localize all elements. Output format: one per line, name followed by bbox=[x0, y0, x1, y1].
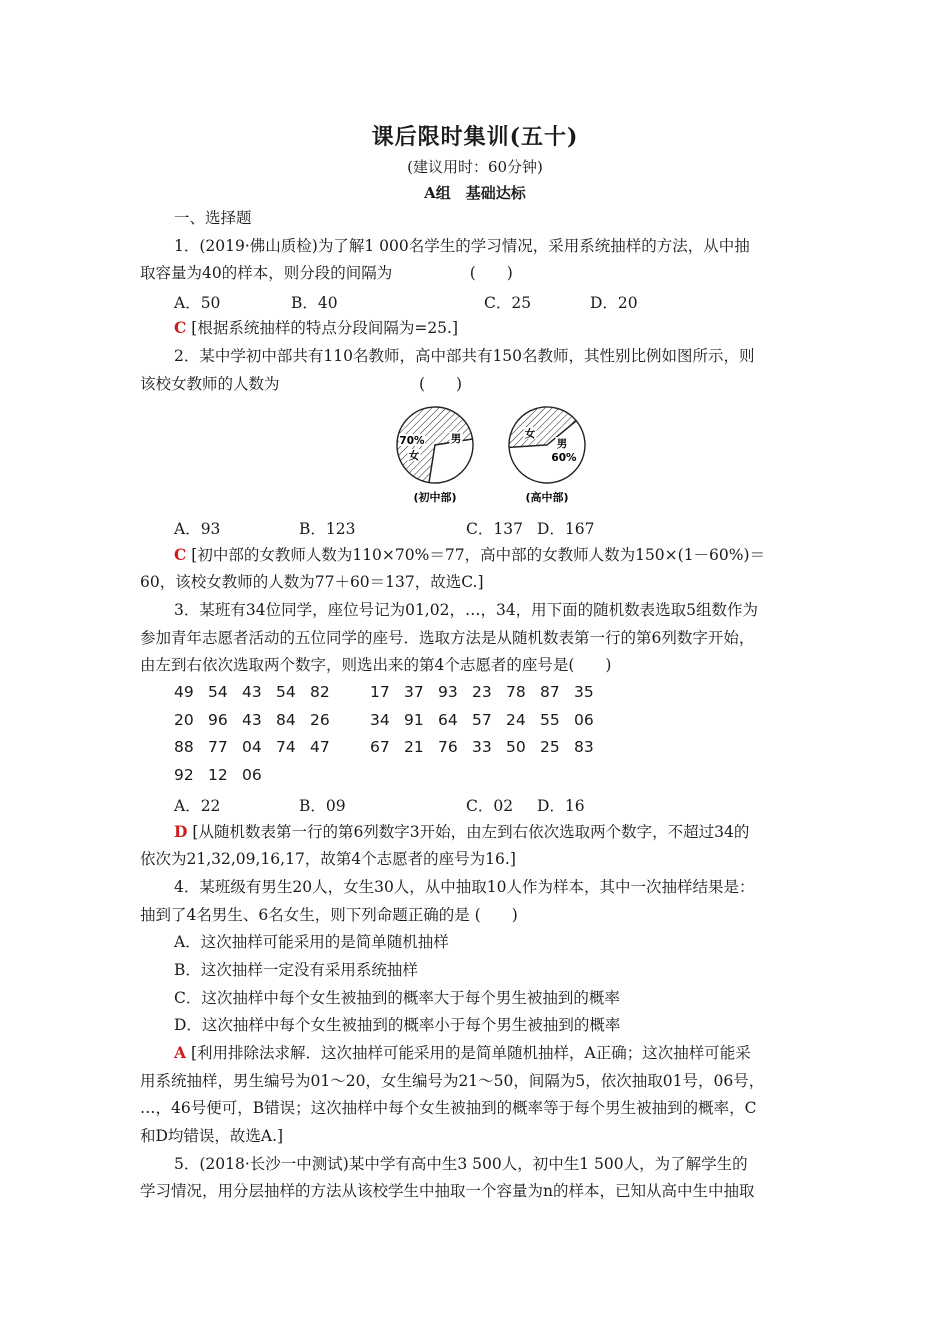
random-number-cell: 24 bbox=[506, 711, 526, 729]
group-heading: A组 基础达标 bbox=[424, 184, 526, 202]
q4-explanation-1: [利用排除法求解．这次抽样可能采用的是简单随机抽样，A正确；这次抽样可能采 bbox=[190, 1044, 751, 1062]
random-number-cell: 64 bbox=[438, 711, 458, 729]
q3-line3: 由左到右依次选取两个数字，则选出来的第4个志愿者的座号是( ) bbox=[140, 656, 612, 674]
q2-solution-line1 bbox=[174, 545, 765, 565]
random-number-cell: 17 bbox=[370, 683, 390, 701]
q4-line2: 抽到了4名男生、6名女生，则下列命题正确的是 ( ) bbox=[140, 906, 518, 924]
random-number-cell: 96 bbox=[208, 711, 228, 729]
page-title: 课后限时集训(五十) bbox=[371, 124, 579, 150]
q3-option-d: D．16 bbox=[537, 797, 585, 815]
q3-explanation-2: 依次为21,32,09,16,17，故第4个志愿者的座号为16.] bbox=[140, 850, 516, 868]
random-number-cell: 67 bbox=[370, 738, 390, 756]
random-number-cell: 26 bbox=[310, 711, 330, 729]
q1-answer: C bbox=[174, 318, 187, 337]
q1-option-b: B．40 bbox=[291, 294, 338, 312]
q3-explanation-1: [从随机数表第一行的第6列数字3开始，由左到右依次选取两个数字，不超过34的 bbox=[192, 823, 750, 841]
q3-answer: D bbox=[174, 822, 188, 841]
random-number-cell: 84 bbox=[276, 711, 296, 729]
random-number-cell: 50 bbox=[506, 738, 526, 756]
random-number-cell: 06 bbox=[242, 766, 262, 784]
random-number-cell: 82 bbox=[310, 683, 330, 701]
random-number-cell: 91 bbox=[404, 711, 424, 729]
pie-category-label: 男 bbox=[450, 433, 462, 445]
random-number-cell: 54 bbox=[208, 683, 228, 701]
pie-slice-male bbox=[429, 439, 473, 483]
q3-option-a: A．22 bbox=[174, 797, 221, 815]
random-number-cell: 20 bbox=[174, 711, 194, 729]
q4-explanation-2: 用系统抽样，男生编号为01～20，女生编号为21～50，间隔为5，依次抽取01号，06号， bbox=[140, 1072, 765, 1090]
q4-option-c: C．这次抽样中每个女生被抽到的概率大于每个男生被抽到的概率 bbox=[174, 989, 620, 1007]
q2-explanation-1: [初中部的女教师人数为110×70%＝77，高中部的女教师人数为150×(1－60%)＝ bbox=[191, 546, 766, 564]
q5-line2: 学习情况，用分层抽样的方法从该校学生中抽取一个容量为n的样本，已知从高中生中抽取 bbox=[140, 1182, 755, 1200]
random-number-cell: 76 bbox=[438, 738, 458, 756]
section-heading: 一、选择题 bbox=[174, 209, 252, 227]
q2-option-b: B．123 bbox=[299, 520, 356, 538]
q5-line1: 5．(2018·长沙一中测试)某中学有高中生3 500人，初中生1 500人，为了解学生的 bbox=[174, 1155, 748, 1173]
q4-answer: A bbox=[174, 1043, 187, 1062]
pie-category-label: 女 bbox=[408, 450, 420, 462]
q2-option-c: C．137 bbox=[466, 520, 523, 538]
random-number-cell: 83 bbox=[574, 738, 594, 756]
random-number-cell: 21 bbox=[404, 738, 424, 756]
q1-explanation: [根据系统抽样的特点分段间隔为=25.] bbox=[191, 319, 459, 337]
random-number-cell: 06 bbox=[574, 711, 594, 729]
random-number-cell: 35 bbox=[574, 683, 594, 701]
q2-option-d: D．167 bbox=[537, 520, 595, 538]
q4-explanation-3: …，46号便可，B错误；这次抽样中每个女生被抽到的概率等于每个男生被抽到的概率，C bbox=[140, 1099, 757, 1117]
random-number-cell: 23 bbox=[472, 683, 492, 701]
pie-chart-senior bbox=[509, 407, 585, 483]
pie-category-label: 男 bbox=[556, 438, 568, 450]
q1-option-a: A．50 bbox=[174, 294, 221, 312]
pie-charts bbox=[390, 400, 600, 512]
q1-line1: 1．(2019·佛山质检)为了解1 000名学生的学习情况，采用系统抽样的方法，从中抽 bbox=[174, 237, 750, 255]
q2-explanation-2: 60，该校女教师的人数为77＋60＝137，故选C.] bbox=[140, 573, 484, 591]
random-number-cell: 33 bbox=[472, 738, 492, 756]
random-number-cell: 55 bbox=[540, 711, 560, 729]
pie-percent-label: 70% bbox=[399, 435, 425, 447]
random-number-cell: 43 bbox=[242, 711, 262, 729]
q1-option-c: C．25 bbox=[484, 294, 532, 312]
pie-percent-label: 60% bbox=[551, 452, 577, 464]
q2-answer: C bbox=[174, 545, 187, 564]
q2-line2: 该校女教师的人数为 ( ) bbox=[140, 375, 463, 393]
random-number-cell: 49 bbox=[174, 683, 194, 701]
q2-option-a: A．93 bbox=[174, 520, 221, 538]
random-number-cell: 04 bbox=[242, 738, 262, 756]
q1-line2: 取容量为40的样本，则分段的间隔为 ( ) bbox=[140, 264, 513, 282]
random-number-cell: 78 bbox=[506, 683, 526, 701]
q1-option-d: D．20 bbox=[590, 294, 638, 312]
random-number-cell: 88 bbox=[174, 738, 194, 756]
random-number-cell: 93 bbox=[438, 683, 458, 701]
q3-option-b: B．09 bbox=[299, 797, 346, 815]
pie-senior-caption: (高中部) bbox=[525, 491, 569, 504]
q3-line2: 参加青年志愿者活动的五位同学的座号．选取方法是从随机数表第一行的第6列数字开始， bbox=[140, 629, 755, 647]
time-suggestion: (建议用时：60分钟) bbox=[407, 158, 543, 176]
random-number-cell: 77 bbox=[208, 738, 228, 756]
random-number-cell: 87 bbox=[540, 683, 560, 701]
q4-option-b: B．这次抽样一定没有采用系统抽样 bbox=[174, 961, 418, 979]
q3-line1: 3．某班有34位同学，座位号记为01,02，…，34，用下面的随机数表选取5组数作为 bbox=[174, 601, 759, 619]
random-number-cell: 92 bbox=[174, 766, 194, 784]
pie-junior-caption: (初中部) bbox=[413, 491, 457, 504]
q4-option-a: A．这次抽样可能采用的是简单随机抽样 bbox=[174, 933, 449, 951]
random-number-cell: 12 bbox=[208, 766, 228, 784]
q3-option-c: C．02 bbox=[466, 797, 514, 815]
pie-category-label: 女 bbox=[524, 428, 536, 440]
q4-solution-line1 bbox=[174, 1043, 751, 1063]
q4-line1: 4．某班级有男生20人，女生30人，从中抽取10人作为样本，其中一次抽样结果是： bbox=[174, 878, 755, 896]
q2-line1: 2．某中学初中部共有110名教师，高中部共有150名教师，其性别比例如图所示，则 bbox=[174, 347, 755, 365]
q4-explanation-4: 和D均错误，故选A.] bbox=[140, 1127, 284, 1145]
random-number-cell: 43 bbox=[242, 683, 262, 701]
random-number-cell: 57 bbox=[472, 711, 492, 729]
random-number-cell: 37 bbox=[404, 683, 424, 701]
q1-solution bbox=[174, 318, 458, 338]
q3-solution-line1 bbox=[174, 822, 749, 842]
random-number-cell: 34 bbox=[370, 711, 390, 729]
random-number-cell: 47 bbox=[310, 738, 330, 756]
q4-option-d: D．这次抽样中每个女生被抽到的概率小于每个男生被抽到的概率 bbox=[174, 1016, 621, 1034]
random-number-cell: 25 bbox=[540, 738, 560, 756]
random-number-cell: 54 bbox=[276, 683, 296, 701]
random-number-cell: 74 bbox=[276, 738, 296, 756]
pie-chart-junior bbox=[397, 407, 473, 483]
